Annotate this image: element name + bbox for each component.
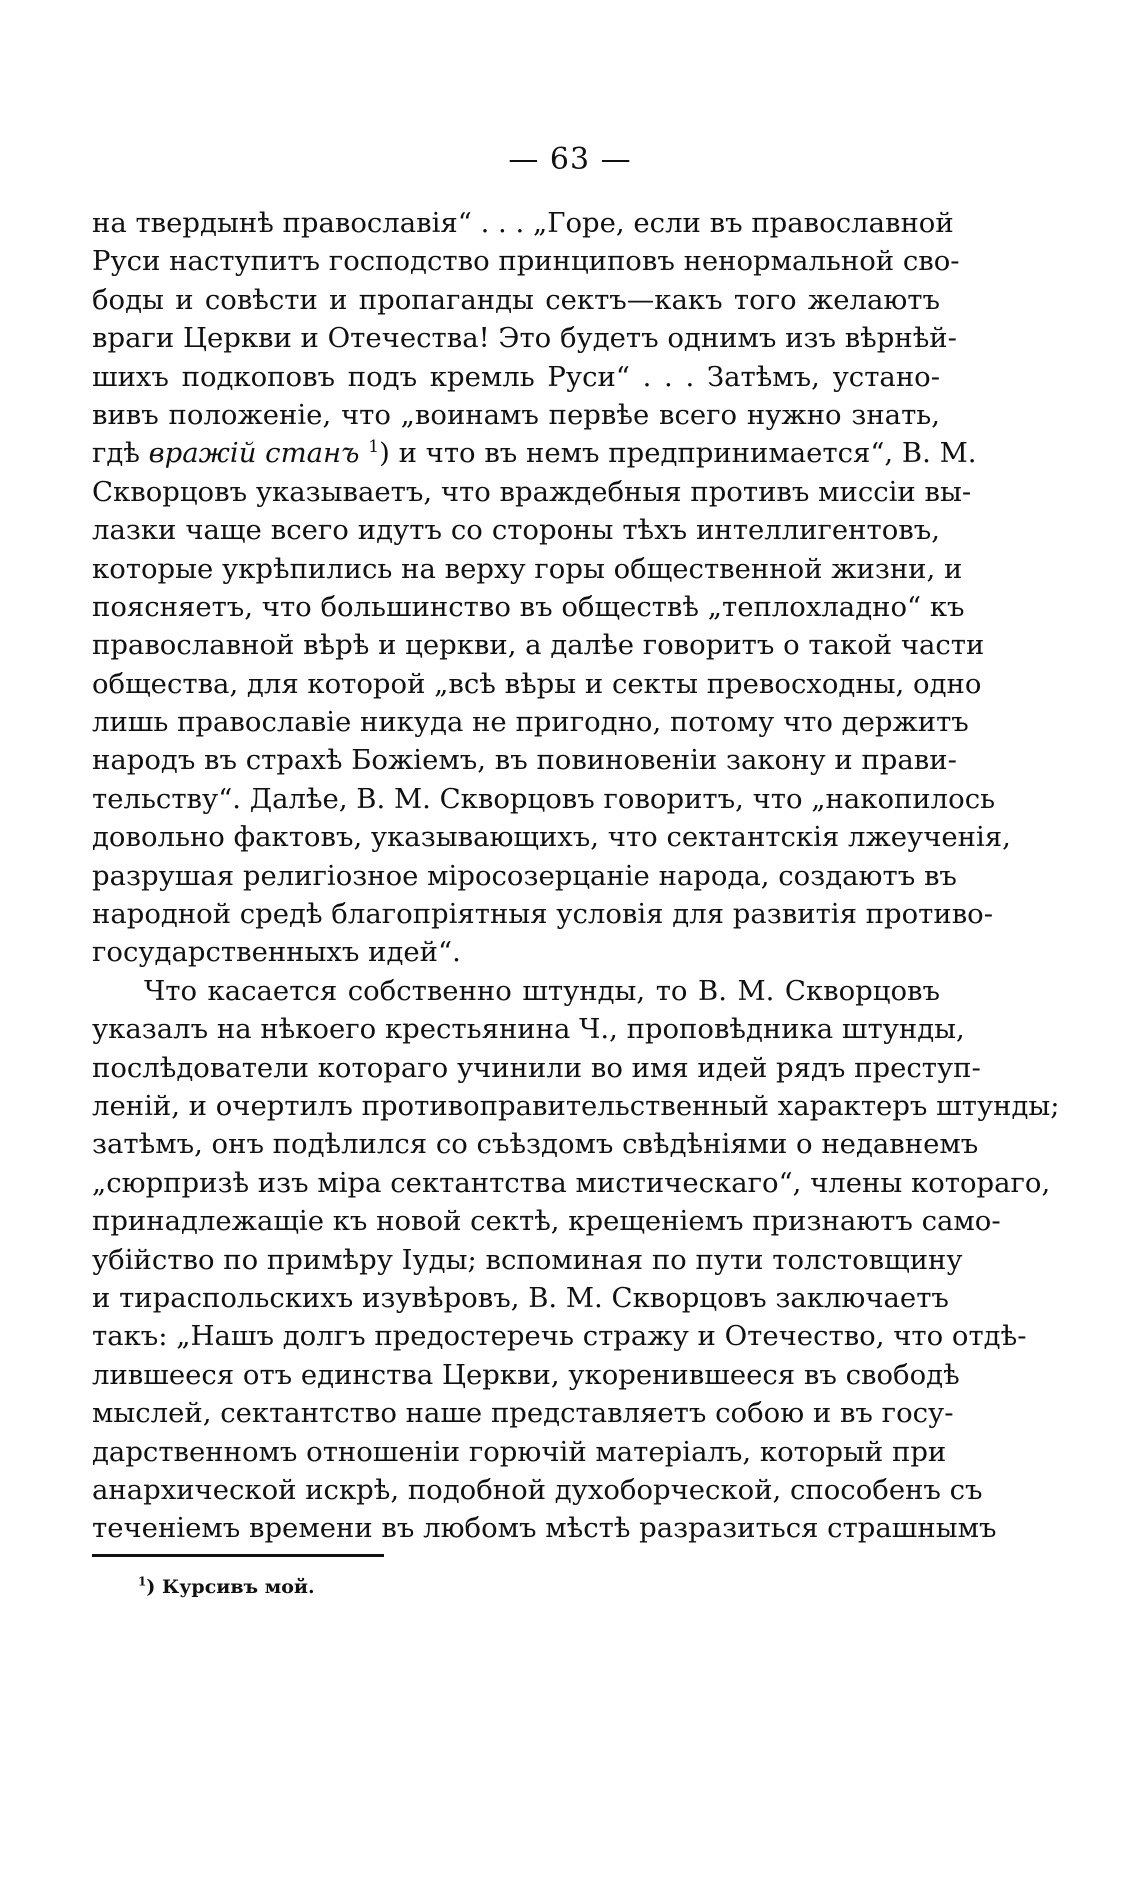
text-line: указалъ на нѣкоего крестьянина Ч., проповѣдника штунды,: [92, 1013, 965, 1046]
text-line: довольно фактовъ, указывающихъ, что сектантскія лжеученія,: [92, 821, 1011, 854]
body-text: [92, 204, 1060, 1548]
text-line: убійство по примѣру Іуды; вспоминая по пути толстовщину: [92, 1243, 963, 1276]
text-line: шихъ подкоповъ подъ кремль Руси“ . . . Затѣмъ, устано-: [92, 360, 940, 393]
text-line: государственныхъ идей“.: [92, 936, 461, 969]
text-line: Руси наступитъ господство принциповъ ненормальной сво-: [92, 245, 960, 278]
text-line: на твердынѣ православія“ . . . „Горе, если въ православной: [92, 207, 954, 239]
footnote-mark: 1: [138, 1574, 147, 1589]
text-line: православной вѣрѣ и церкви, а далѣе говоритъ о такой части: [92, 629, 985, 662]
text-line: боды и совѣсти и пропаганды сектъ—какъ того желаютъ: [92, 283, 940, 316]
text-line: общества, для которой „всѣ вѣры и секты превосходны, одно: [92, 667, 982, 700]
text-line: анархической искрѣ, подобной духоборческой, способенъ съ: [92, 1473, 983, 1506]
page-number: — 63 —: [508, 142, 632, 177]
footnote: [138, 1576, 315, 1598]
text-line: враги Церкви и Отечества! Это будетъ однимъ изъ вѣрнѣй-: [92, 322, 957, 355]
line-prefix: гдѣ: [92, 437, 149, 470]
text-line: мыслей, сектантство наше представляетъ собою и въ госу-: [92, 1397, 954, 1430]
text-line: теченіемъ времени въ любомъ мѣстѣ разразиться страшнымъ: [92, 1512, 997, 1545]
line-rest: ) и что въ немъ предпринимается“, В. М.: [379, 437, 977, 470]
italic-phrase: вражій станъ: [148, 437, 360, 470]
text-line-with-italic: [92, 434, 977, 472]
text-line: „сюрпризѣ изъ міра сектантства мистическаго“, члены котораго,: [92, 1166, 1051, 1199]
text-line: разрушая религіозное міросозерцаніе народа, создаютъ въ: [92, 859, 957, 892]
text-line: лишь православіе никуда не пригодно, потому что держитъ: [92, 706, 969, 739]
footnote-text: ) Курсивъ мой.: [146, 1576, 315, 1598]
text-line: вивъ положеніе, что „воинамъ первѣе всего нужно знать,: [92, 398, 940, 431]
text-line: и тираспольскихъ изувѣровъ, В. М. Скворцовъ заключаетъ: [92, 1281, 949, 1314]
text-line: лазки чаще всего идутъ со стороны тѣхъ интеллигентовъ,: [92, 514, 940, 547]
text-line: дарственномъ отношеніи горючій матеріалъ, который при: [92, 1435, 947, 1468]
text-line: лившееся отъ единства Церкви, укоренившееся въ свободѣ: [92, 1358, 960, 1391]
text-line: послѣдователи котораго учинили во имя идей рядъ преступ-: [92, 1051, 981, 1084]
text-line: леній, и очертилъ противоправительственный характеръ штунды;: [92, 1089, 1060, 1122]
text-line: такъ: „Нашъ долгъ предостеречь стражу и Отечество, что отдѣ-: [92, 1320, 1027, 1353]
text-line: Скворцовъ указываетъ, что враждебныя противъ миссіи вы-: [92, 475, 972, 508]
footnote-divider: [92, 1554, 384, 1557]
text-line: тельству“. Далѣе, В. М. Скворцовъ говоритъ, что „накопилось: [92, 782, 996, 815]
text-line: народъ въ страхѣ Божіемъ, въ повиновеніи закону и прави-: [92, 744, 957, 777]
text-line: народной средѣ благопріятныя условія для развитія противо-: [92, 898, 994, 931]
text-line-paragraph-start: Что касается собственно штунды, то В. М. Скворцовъ: [144, 974, 940, 1007]
text-line: которые укрѣпились на верху горы общественной жизни, и: [92, 552, 963, 585]
text-line: поясняетъ, что большинство въ обществѣ „теплохладно“ къ: [92, 590, 965, 623]
text-line: принадлежащіе къ новой сектѣ, крещеніемъ признаютъ само-: [92, 1205, 1001, 1238]
text-line: затѣмъ, онъ подѣлился со съѣздомъ свѣдѣніями о недавнемъ: [92, 1128, 979, 1161]
footnote-reference: 1: [368, 437, 380, 458]
